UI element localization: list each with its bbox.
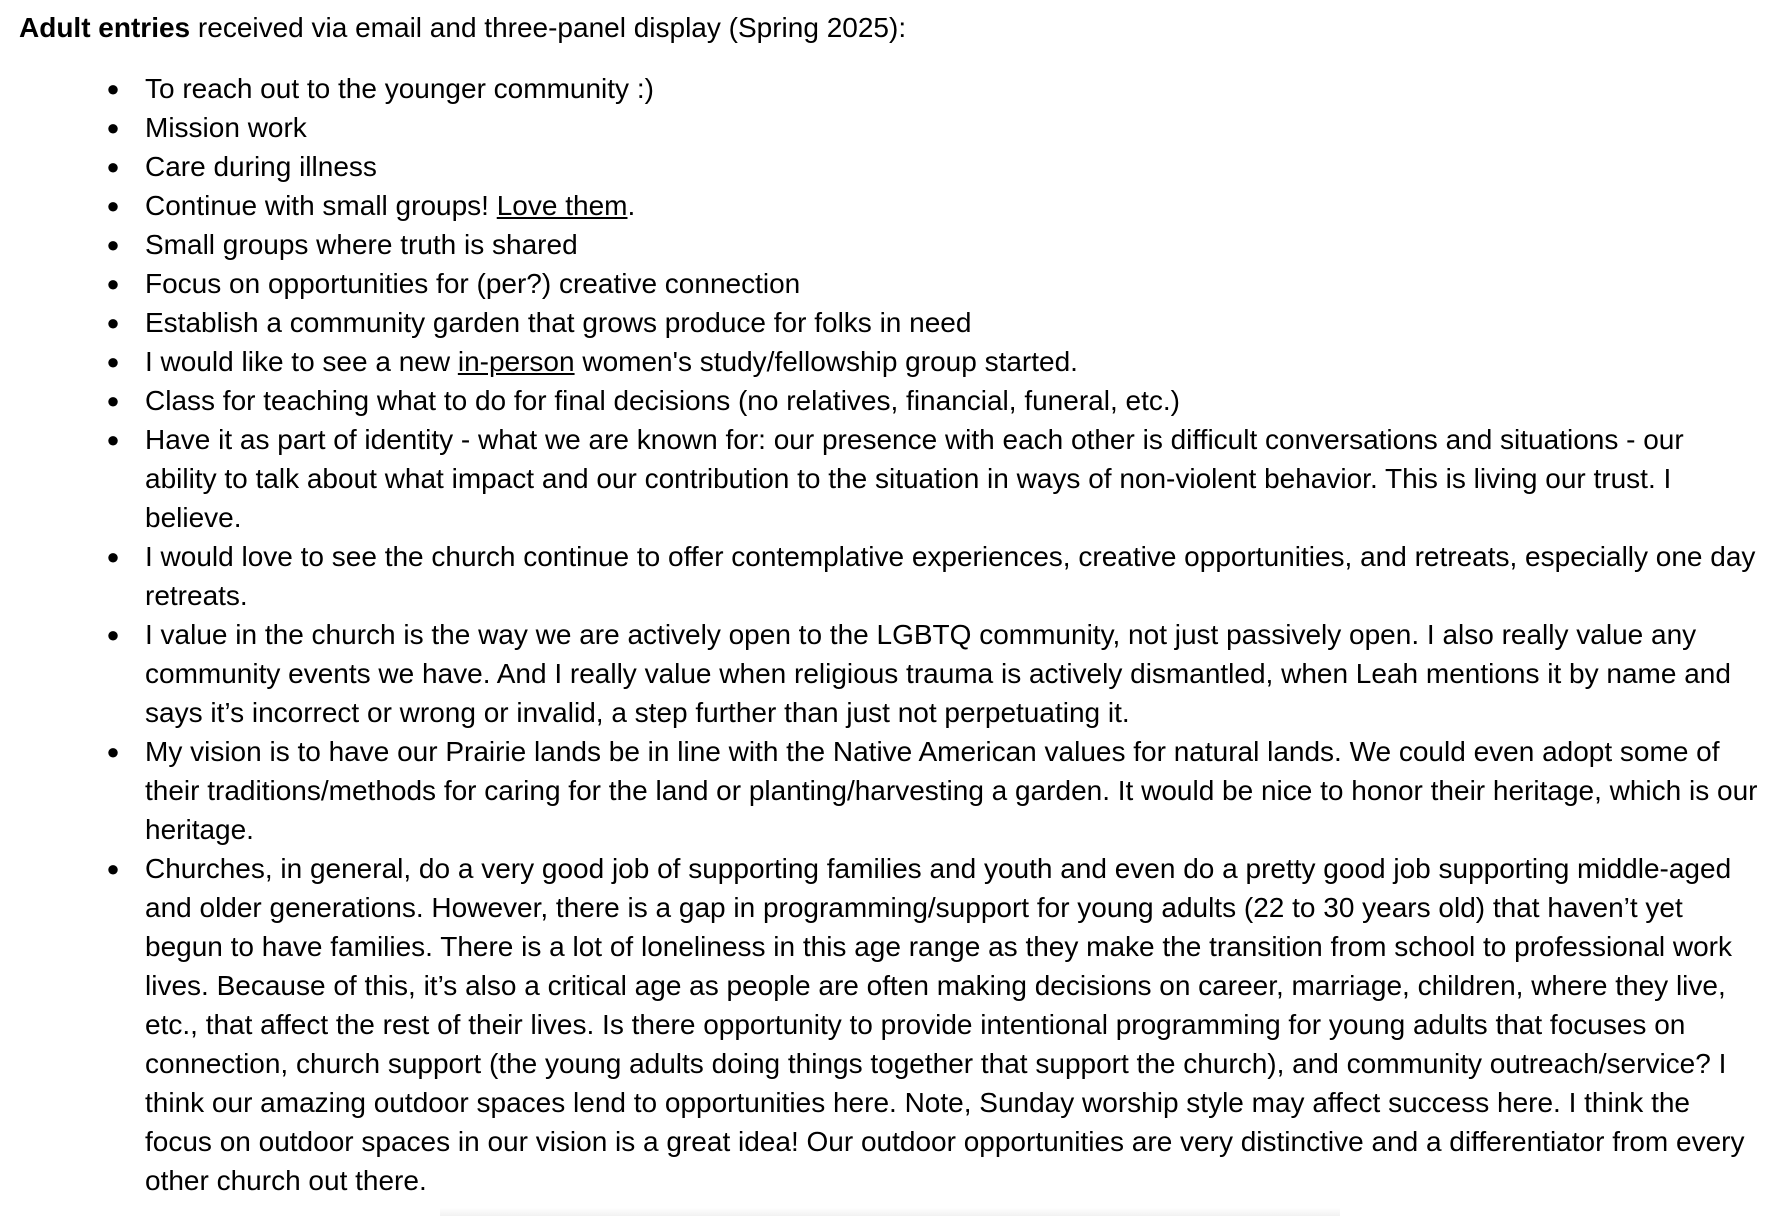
section-heading [19, 8, 1772, 47]
list-item [19, 69, 1759, 108]
page-edge-shadow [440, 1208, 1340, 1216]
list-item [19, 225, 1759, 264]
entry-text: Class for teaching what to do for final decisions (no relatives, financial, funeral, etc.) [145, 385, 1180, 416]
underlined-text: in-person [457, 346, 575, 377]
bullet-icon: ● [106, 76, 120, 101]
entry-text: Focus on opportunities for (per?) creative connection [145, 268, 801, 299]
underlined-text: Love them [496, 190, 628, 221]
bullet-icon: ● [106, 856, 120, 881]
bullet-icon: ● [106, 115, 120, 140]
entry-text: I value in the church is the way we are actively open to the LGBTQ community, not just passively open. I also really value any community events we have. And I really value when religious trauma is actively dismantled, when Leah mentions it by name and says it’s incorrect or wrong or invalid, a step further than just not perpetuating it. [145, 619, 1731, 728]
bullet-icon: ● [106, 427, 120, 452]
entry-text-before: I would like to see a new [145, 346, 458, 377]
heading-description: received via email and three-panel display (Spring 2025): [190, 12, 907, 43]
bullet-icon: ● [106, 622, 120, 647]
bullet-icon: ● [106, 193, 120, 218]
bullet-icon: ● [106, 232, 120, 257]
list-item [19, 849, 1759, 1200]
entry-text: To reach out to the younger community :) [145, 73, 654, 104]
entry-text: Churches, in general, do a very good job of supporting families and youth and even do a pretty good job supporting middle-aged and older generations. However, there is a gap in programming/support for young adults (22 to 30 years old) that haven’t yet begun to have families. There is a lot of loneliness in this age range as they make the transition from school to professional work lives. Because of this, it’s also a critical age as people are often making decisions on career, marriage, children, where they live, etc., that affect the rest of their lives. Is there opportunity to provide intentional programming for young adults that focuses on connection, church support (the young adults doing things together that support the church), and community outreach/service? I think our amazing outdoor spaces lend to opportunities here. Note, Sunday worship style may affect success here. I think the focus on outdoor spaces in our vision is a great idea! Our outdoor opportunities are very distinctive and a differentiator from every other church out there. [145, 853, 1745, 1196]
list-item [19, 147, 1759, 186]
entry-text-after: women's study/fellowship group started. [574, 346, 1078, 377]
list-item [19, 381, 1759, 420]
bullet-icon: ● [106, 154, 120, 179]
entry-text: Small groups where truth is shared [145, 229, 578, 260]
list-item [19, 264, 1759, 303]
list-item [19, 420, 1759, 537]
entry-text: Have it as part of identity - what we are known for: our presence with each other is difficult conversations and situations - our ability to talk about what impact and our contribution to the situation in ways of non-violent behavior. This is living our trust. I believe. [145, 424, 1684, 533]
entry-text-after: . [627, 190, 636, 221]
entry-text: Establish a community garden that grows produce for folks in need [145, 307, 972, 338]
entry-text: I would love to see the church continue to offer contemplative experiences, creative opportunities, and retreats, especially one day retreats. [145, 541, 1756, 611]
bullet-icon: ● [106, 544, 120, 569]
bullet-icon: ● [106, 739, 120, 764]
list-item [19, 615, 1759, 732]
entry-text-before: Continue with small groups! [145, 190, 497, 221]
heading-bold-label: Adult entries [19, 12, 191, 43]
list-item [19, 303, 1759, 342]
list-item [19, 732, 1759, 849]
entry-text: Care during illness [145, 151, 377, 182]
bullet-icon: ● [106, 388, 120, 413]
list-item [19, 186, 1759, 225]
entry-text: My vision is to have our Prairie lands be in line with the Native American values for natural lands. We could even adopt some of their traditions/methods for caring for the land or planting/harvesting a garden. It would be nice to honor their heritage, which is our heritage. [145, 736, 1758, 845]
entry-text: Mission work [145, 112, 307, 143]
entries-list [19, 69, 1759, 1200]
bullet-icon: ● [106, 271, 120, 296]
list-item [19, 342, 1759, 381]
list-item [19, 108, 1759, 147]
bullet-icon: ● [106, 310, 120, 335]
list-item [19, 537, 1759, 615]
bullet-icon: ● [106, 349, 120, 374]
